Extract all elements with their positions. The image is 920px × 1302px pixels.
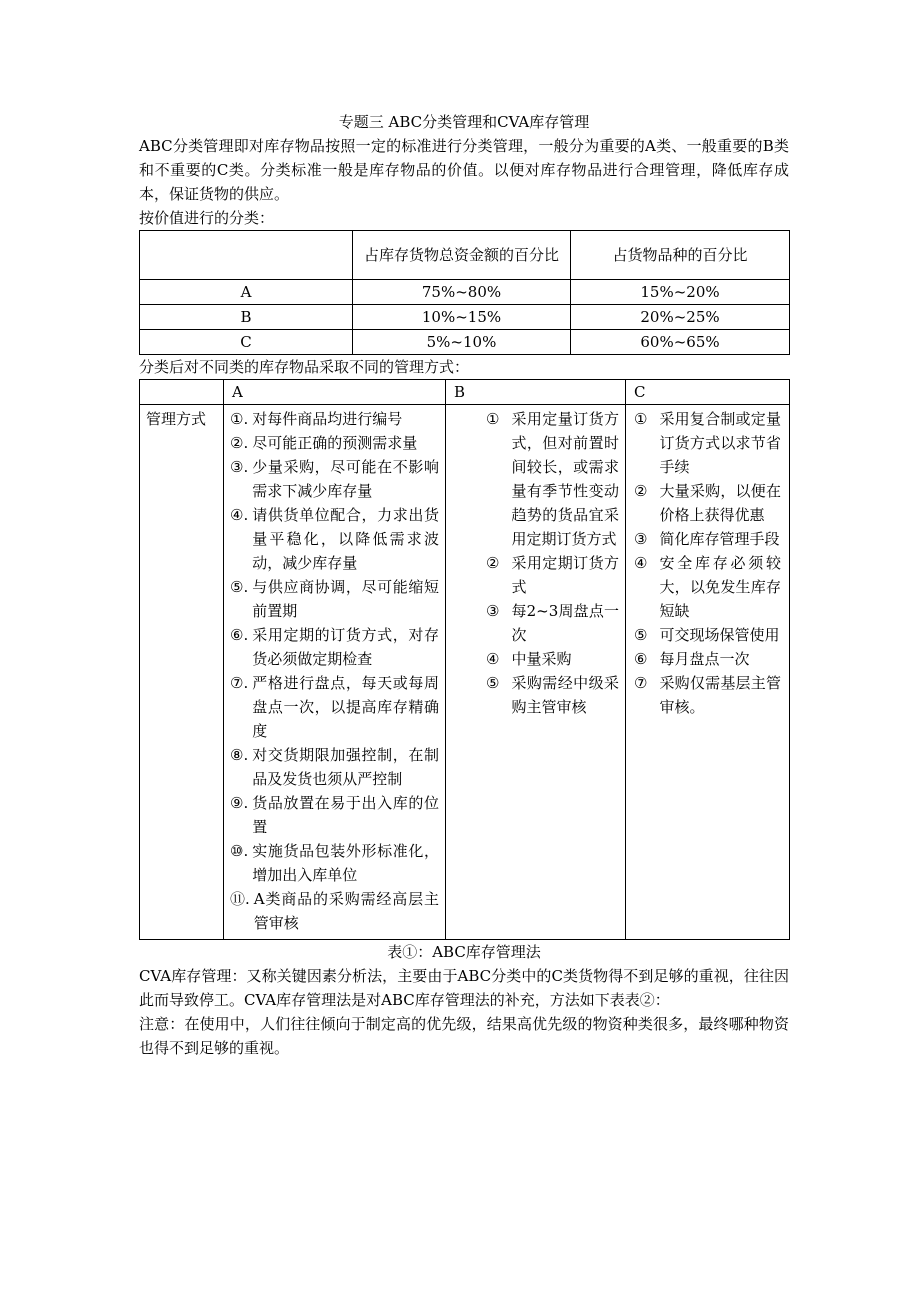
item-text: 严格进行盘点，每天或每周盘点一次，以提高库存精确度	[252, 674, 439, 740]
table-cell: A	[140, 280, 353, 305]
item-text: 简化库存管理手段	[659, 530, 780, 548]
list-item	[486, 671, 619, 719]
classify-label: 按价值进行的分类：	[139, 209, 275, 227]
item-number: ⑦	[634, 674, 648, 692]
list-item	[230, 671, 439, 743]
item-number: ⑧.	[230, 746, 249, 764]
list-item	[634, 647, 781, 671]
item-text: 中量采购	[511, 650, 572, 668]
list-item	[634, 527, 781, 551]
row-label: 管理方式	[140, 405, 224, 940]
table-row	[140, 280, 790, 305]
table-cell: B	[140, 305, 353, 330]
table-header-cell: 占库存货物总资金额的百分比	[353, 231, 571, 280]
item-text: 对每件商品均进行编号	[252, 410, 403, 428]
document-page	[139, 110, 789, 1060]
item-text: 与供应商协调，尽可能缩短前置期	[252, 578, 439, 620]
list-item	[230, 743, 439, 791]
management-methods-table	[139, 379, 790, 940]
item-number: ③	[486, 602, 500, 620]
list-item	[230, 503, 439, 575]
item-text: 实施货品包装外形标准化，增加出入库单位	[252, 842, 439, 884]
intro-paragraph: ABC分类管理即对库存物品按照一定的标准进行分类管理，一般分为重要的A类、一般重要的B类和不重要的C类。分类标准一般是库存物品的价值。以便对库存物品进行合理管理，降低库存成本，保证货物的供应。	[139, 137, 789, 203]
class-b-cell	[446, 405, 626, 940]
item-text: 采购仅需基层主管审核。	[659, 674, 781, 716]
item-number: ⑥.	[230, 626, 249, 644]
cva-paragraph: CVA库存管理：又称关键因素分析法，主要由于ABC分类中的C类货物得不到足够的重视，往往因此而导致停工。CVA库存管理法是对ABC库存管理法的补充，方法如下表表②：	[139, 967, 789, 1009]
item-number: ①	[486, 410, 500, 428]
manage-label: 分类后对不同类的库存物品采取不同的管理方式：	[139, 358, 470, 376]
item-number: ⑤	[486, 674, 500, 692]
doc-title: 专题三 ABC分类管理和CVA库存管理	[338, 113, 590, 131]
table-header-row	[140, 231, 790, 280]
item-number: ⑦.	[230, 674, 249, 692]
item-text: A类商品的采购需经高层主管审核	[253, 890, 439, 932]
table-header-cell: 占货物品种的百分比	[571, 231, 790, 280]
list-item	[486, 647, 619, 671]
item-text: 采用定期的订货方式，对存货必须做定期检查	[252, 626, 439, 668]
list-item	[230, 623, 439, 671]
item-number: ①	[634, 410, 648, 428]
value-classification-table	[139, 230, 790, 355]
list-item	[230, 887, 439, 935]
item-text: 每月盘点一次	[659, 650, 750, 668]
table-row	[140, 305, 790, 330]
table-header-cell: C	[626, 380, 790, 405]
item-number: ⑪.	[230, 890, 250, 908]
table-header-row	[140, 380, 790, 405]
list-item	[634, 671, 781, 719]
item-text: 请供货单位配合，力求出货量平稳化，以降低需求波动，减少库存量	[252, 506, 439, 572]
list-item	[486, 599, 619, 647]
item-number: ⑨.	[230, 794, 249, 812]
item-number: ⑤.	[230, 578, 249, 596]
item-text: 采用复合制或定量订货方式以求节省手续	[659, 410, 781, 476]
item-text: 对交货期限加强控制，在制品及发货也须从严控制	[252, 746, 439, 788]
class-b-list	[486, 407, 619, 719]
list-item	[230, 431, 439, 455]
table-cell: 15%~20%	[571, 280, 790, 305]
item-number: ⑩.	[230, 842, 249, 860]
table-header-cell	[140, 380, 224, 405]
list-item	[230, 575, 439, 623]
list-item	[634, 623, 781, 647]
item-number: ②	[486, 554, 500, 572]
item-text: 采用定期订货方式	[511, 554, 619, 596]
list-item	[230, 839, 439, 887]
list-item	[230, 455, 439, 503]
item-number: ⑥	[634, 650, 648, 668]
table-row	[140, 330, 790, 355]
class-c-list	[634, 407, 781, 719]
item-number: ④	[634, 554, 648, 572]
class-a-cell	[224, 405, 446, 940]
item-number: ③	[634, 530, 648, 548]
item-text: 尽可能正确的预测需求量	[252, 434, 418, 452]
list-item	[634, 479, 781, 527]
item-text: 货品放置在易于出入库的位置	[252, 794, 439, 836]
table-header-cell	[140, 231, 353, 280]
list-item	[486, 551, 619, 599]
list-item	[230, 407, 439, 431]
table-caption: 表①：ABC库存管理法	[387, 943, 541, 961]
table-cell: C	[140, 330, 353, 355]
item-number: ④.	[230, 506, 249, 524]
item-text: 大量采购，以便在价格上获得优惠	[659, 482, 781, 524]
table-cell: 75%~80%	[353, 280, 571, 305]
item-number: ⑤	[634, 626, 648, 644]
item-text: 采购需经中级采购主管审核	[511, 674, 619, 716]
list-item	[634, 551, 781, 623]
note-paragraph: 注意：在使用中，人们往往倾向于制定高的优先级，结果高优先级的物资种类很多，最终哪种物资也得不到足够的重视。	[139, 1015, 789, 1057]
table-cell: 60%~65%	[571, 330, 790, 355]
item-text: 安全库存必须较大，以免发生库存短缺	[659, 554, 781, 620]
list-item	[230, 791, 439, 839]
list-item	[634, 407, 781, 479]
list-item	[486, 407, 619, 551]
item-number: ②	[634, 482, 648, 500]
item-text: 可交现场保管使用	[659, 626, 780, 644]
table-cell: 5%~10%	[353, 330, 571, 355]
item-number: ③.	[230, 458, 249, 476]
table-header-cell: A	[224, 380, 446, 405]
item-text: 每2~3周盘点一次	[511, 602, 619, 644]
table-row	[140, 405, 790, 940]
table-cell: 10%~15%	[353, 305, 571, 330]
class-c-cell	[626, 405, 790, 940]
item-text: 采用定量订货方式，但对前置时间较长，或需求量有季节性变动趋势的货品宜采用定期订货方式	[511, 410, 619, 548]
item-number: ①.	[230, 410, 249, 428]
item-number: ④	[486, 650, 500, 668]
item-text: 少量采购，尽可能在不影响需求下减少库存量	[252, 458, 439, 500]
class-a-list	[230, 407, 439, 935]
table-header-cell: B	[446, 380, 626, 405]
table-cell: 20%~25%	[571, 305, 790, 330]
item-number: ②.	[230, 434, 249, 452]
